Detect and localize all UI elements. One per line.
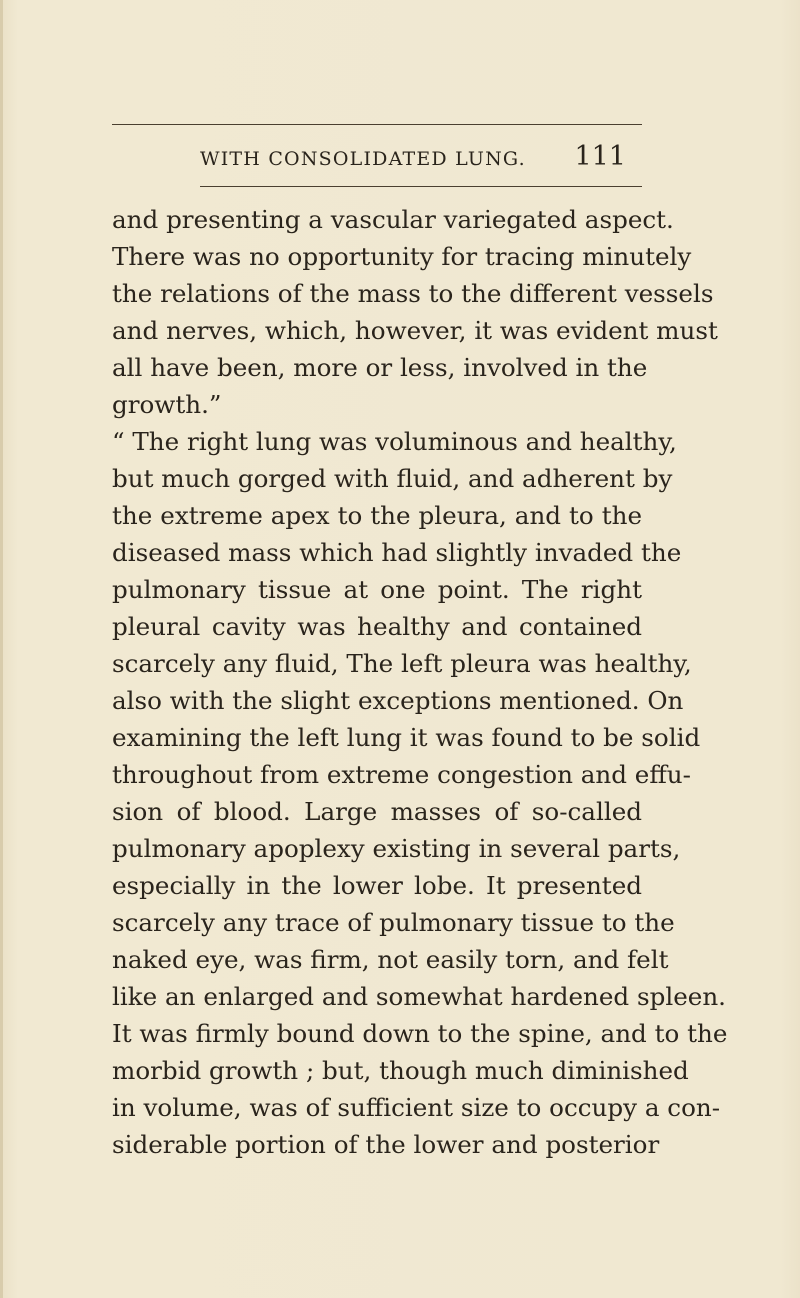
text-line: diseased mass which had slightly invaded the — [112, 538, 682, 567]
header-rule — [200, 186, 642, 187]
text-line: all have been, more or less, involved in the — [112, 353, 648, 382]
text-line: naked eye, was firm, not easily torn, and felt — [112, 945, 669, 974]
text-line: the relations of the mass to the different vessels — [112, 279, 714, 308]
text-line: like an enlarged and somewhat hardened spleen. — [112, 982, 726, 1011]
text-line: and nerves, which, however, it was evident must — [112, 316, 718, 345]
text-line: scarcely any fluid, The left pleura was healthy, — [112, 649, 692, 678]
top-rule — [112, 124, 642, 125]
text-line: and presenting a vascular variegated aspect. — [112, 205, 674, 234]
text-line: pleural cavity was healthy and contained — [112, 612, 642, 641]
text-line: also with the slight exceptions mentioned. On — [112, 686, 684, 715]
text-line: growth.” — [112, 390, 222, 419]
text-line: sion of blood. Large masses of so-called — [112, 797, 642, 826]
text-line: pulmonary tissue at one point. The right — [112, 575, 642, 604]
page-number: 111 — [574, 141, 626, 172]
text-line: scarcely any trace of pulmonary tissue to the — [112, 908, 675, 937]
text-line: in volume, was of sufficient size to occupy a con- — [112, 1093, 721, 1122]
text-line: morbid growth ; but, though much diminished — [112, 1056, 689, 1085]
text-line: There was no opportunity for tracing minutely — [112, 242, 692, 271]
page-edge — [0, 0, 3, 1298]
text-line: but much gorged with fluid, and adherent by — [112, 464, 673, 493]
text-line: siderable portion of the lower and posterior — [112, 1130, 660, 1159]
text-line: pulmonary apoplexy existing in several parts, — [112, 834, 681, 863]
text-line: examining the left lung it was found to be solid — [112, 723, 701, 752]
running-head — [200, 143, 642, 175]
text-line: throughout from extreme congestion and effu- — [112, 760, 691, 789]
text-line: “ The right lung was voluminous and healthy, — [112, 427, 677, 456]
text-line: especially in the lower lobe. It presented — [112, 871, 642, 900]
text-line: It was firmly bound down to the spine, and to the — [112, 1019, 728, 1048]
text-line: the extreme apex to the pleura, and to the — [112, 501, 642, 530]
running-title: WITH CONSOLIDATED LUNG. — [200, 148, 526, 170]
